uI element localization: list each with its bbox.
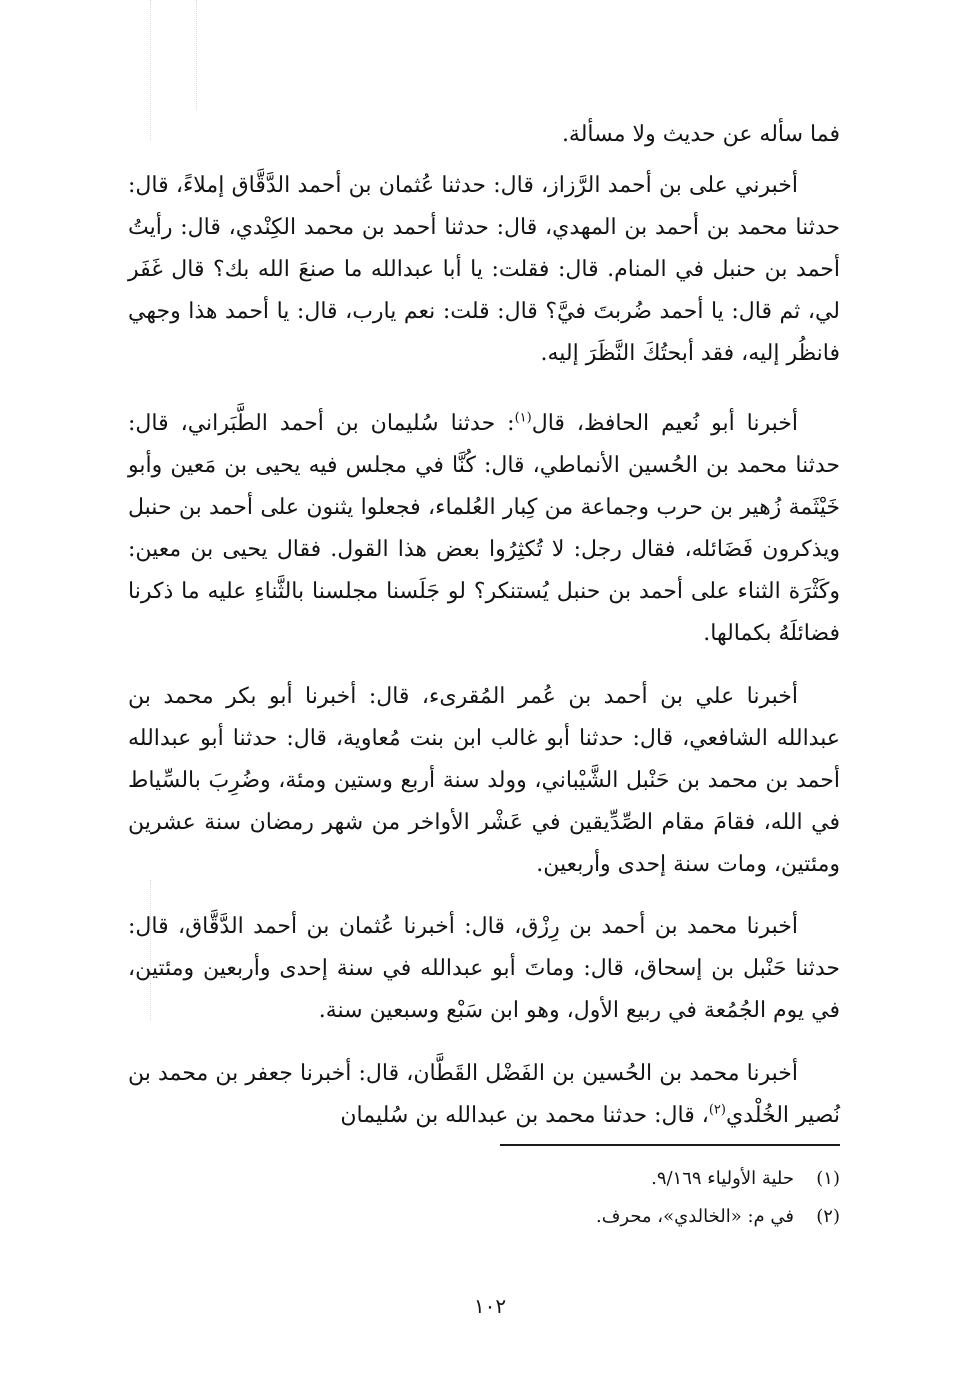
paragraph-2: أخبرني على بن أحمد الرَّزاز، قال: حدثنا عُثمان بن أحمد الدَّقَّاق إملاءً، قال: حدثنا محمد بن أحمد بن المهدي، قال: حدثنا أحمد بن محمد الكِنْدي، قال: رأيتُ أحمد بن حنبل في المنام. قال: فقلت: يا أبا عبدالله ما صنعَ الله بك؟ قال غَفَر لي، ثم قال: يا أحمد ضُربتَ فيَّ؟ قال: قلت: نعم يارب، قال: يا أحمد هذا وجهي فانظُر إليه، فقد أبحتُكَ النَّظَرَ إليه. bbox=[128, 173, 840, 366]
paragraph-6-rest: ، قال: حدثنا محمد بن عبدالله بن سُليمان bbox=[340, 1103, 709, 1128]
paragraph-3-start: أخبرنا أبو نُعيم الحافظ، قال bbox=[531, 411, 798, 436]
footnote-ref-1[interactable]: (١) bbox=[514, 410, 532, 426]
scan-artifact bbox=[196, 0, 197, 110]
footnote-1 bbox=[128, 1160, 840, 1198]
footnote-ref-2[interactable]: (٢) bbox=[708, 1102, 726, 1118]
footnote-divider bbox=[500, 1144, 840, 1146]
footnote-text: في م: «الخالدي»، محرف. bbox=[596, 1206, 794, 1227]
footnote-number: (٢) bbox=[816, 1206, 840, 1227]
footnote-2 bbox=[128, 1198, 840, 1236]
page-number: ١٠٢ bbox=[473, 1294, 507, 1318]
paragraph-3-rest: : حدثنا سُليمان بن أحمد الطَّبَراني، قال: حدثنا محمد بن الحُسين الأنماطي، قال: كُنَّا في مجلس فيه يحيى بن مَعين وأبو خَيْثَمة زُهير بن حرب وجماعة من كِبار العُلماء، فجعلوا يثنون على أحمد بن حنبل ويذكرون فَضَائله، فقال رجل: لا تُكثِرُوا بعض هذا القول. فقال يحيى بن معين: وكَثْرَة الثناء على أحمد بن حنبل يُستنكر؟ لو جَلَسنا مجلسنا بالثَّناءِ عليه ما ذكرنا فضائلَهُ بكمالها. bbox=[128, 411, 840, 646]
paragraph-6 bbox=[128, 1053, 840, 1137]
footnotes bbox=[128, 1160, 840, 1236]
paragraph-6-start: أخبرنا محمد بن الحُسين بن الفَضْل القَطَّان، قال: أخبرنا جعفر بن محمد بن نُصير الخُلْدي bbox=[128, 1061, 840, 1128]
paragraph-1: فما سأله عن حديث ولا مسألة. bbox=[561, 122, 840, 147]
paragraph-5: أخبرنا محمد بن أحمد بن رِزْق، قال: أخبرنا عُثمان بن أحمد الدَّقَّاق، قال: حدثنا حَنْبل بن إسحاق، قال: وماتَ أبو عبدالله في سنة إحدى وأربعين ومئتين، في يوم الجُمُعة في ربيع الأول، وهو ابن سَبْع وسبعين سنة. bbox=[128, 914, 840, 1023]
paragraph-3 bbox=[128, 403, 840, 655]
footnote-number: (١) bbox=[816, 1168, 840, 1189]
paragraph-4: أخبرنا علي بن أحمد بن عُمر المُقرىء، قال: أخبرنا أبو بكر محمد بن عبدالله الشافعي، قال: حدثنا أبو غالب ابن بنت مُعاوية، قال: حدثنا أبو عبدالله أحمد بن محمد بن حَنْبل الشَّيْباني، وولد سنة أربع وستين ومئة، وضُرِبَ بالسِّياط في الله، فقامَ مقام الصِّدِّيقين في عَشْر الأواخر من شهر رمضان سنة عشرين ومئتين، ومات سنة إحدى وأربعين. bbox=[128, 684, 840, 877]
footnote-text: حلية الأولياء ٩/١٦٩. bbox=[651, 1168, 794, 1189]
